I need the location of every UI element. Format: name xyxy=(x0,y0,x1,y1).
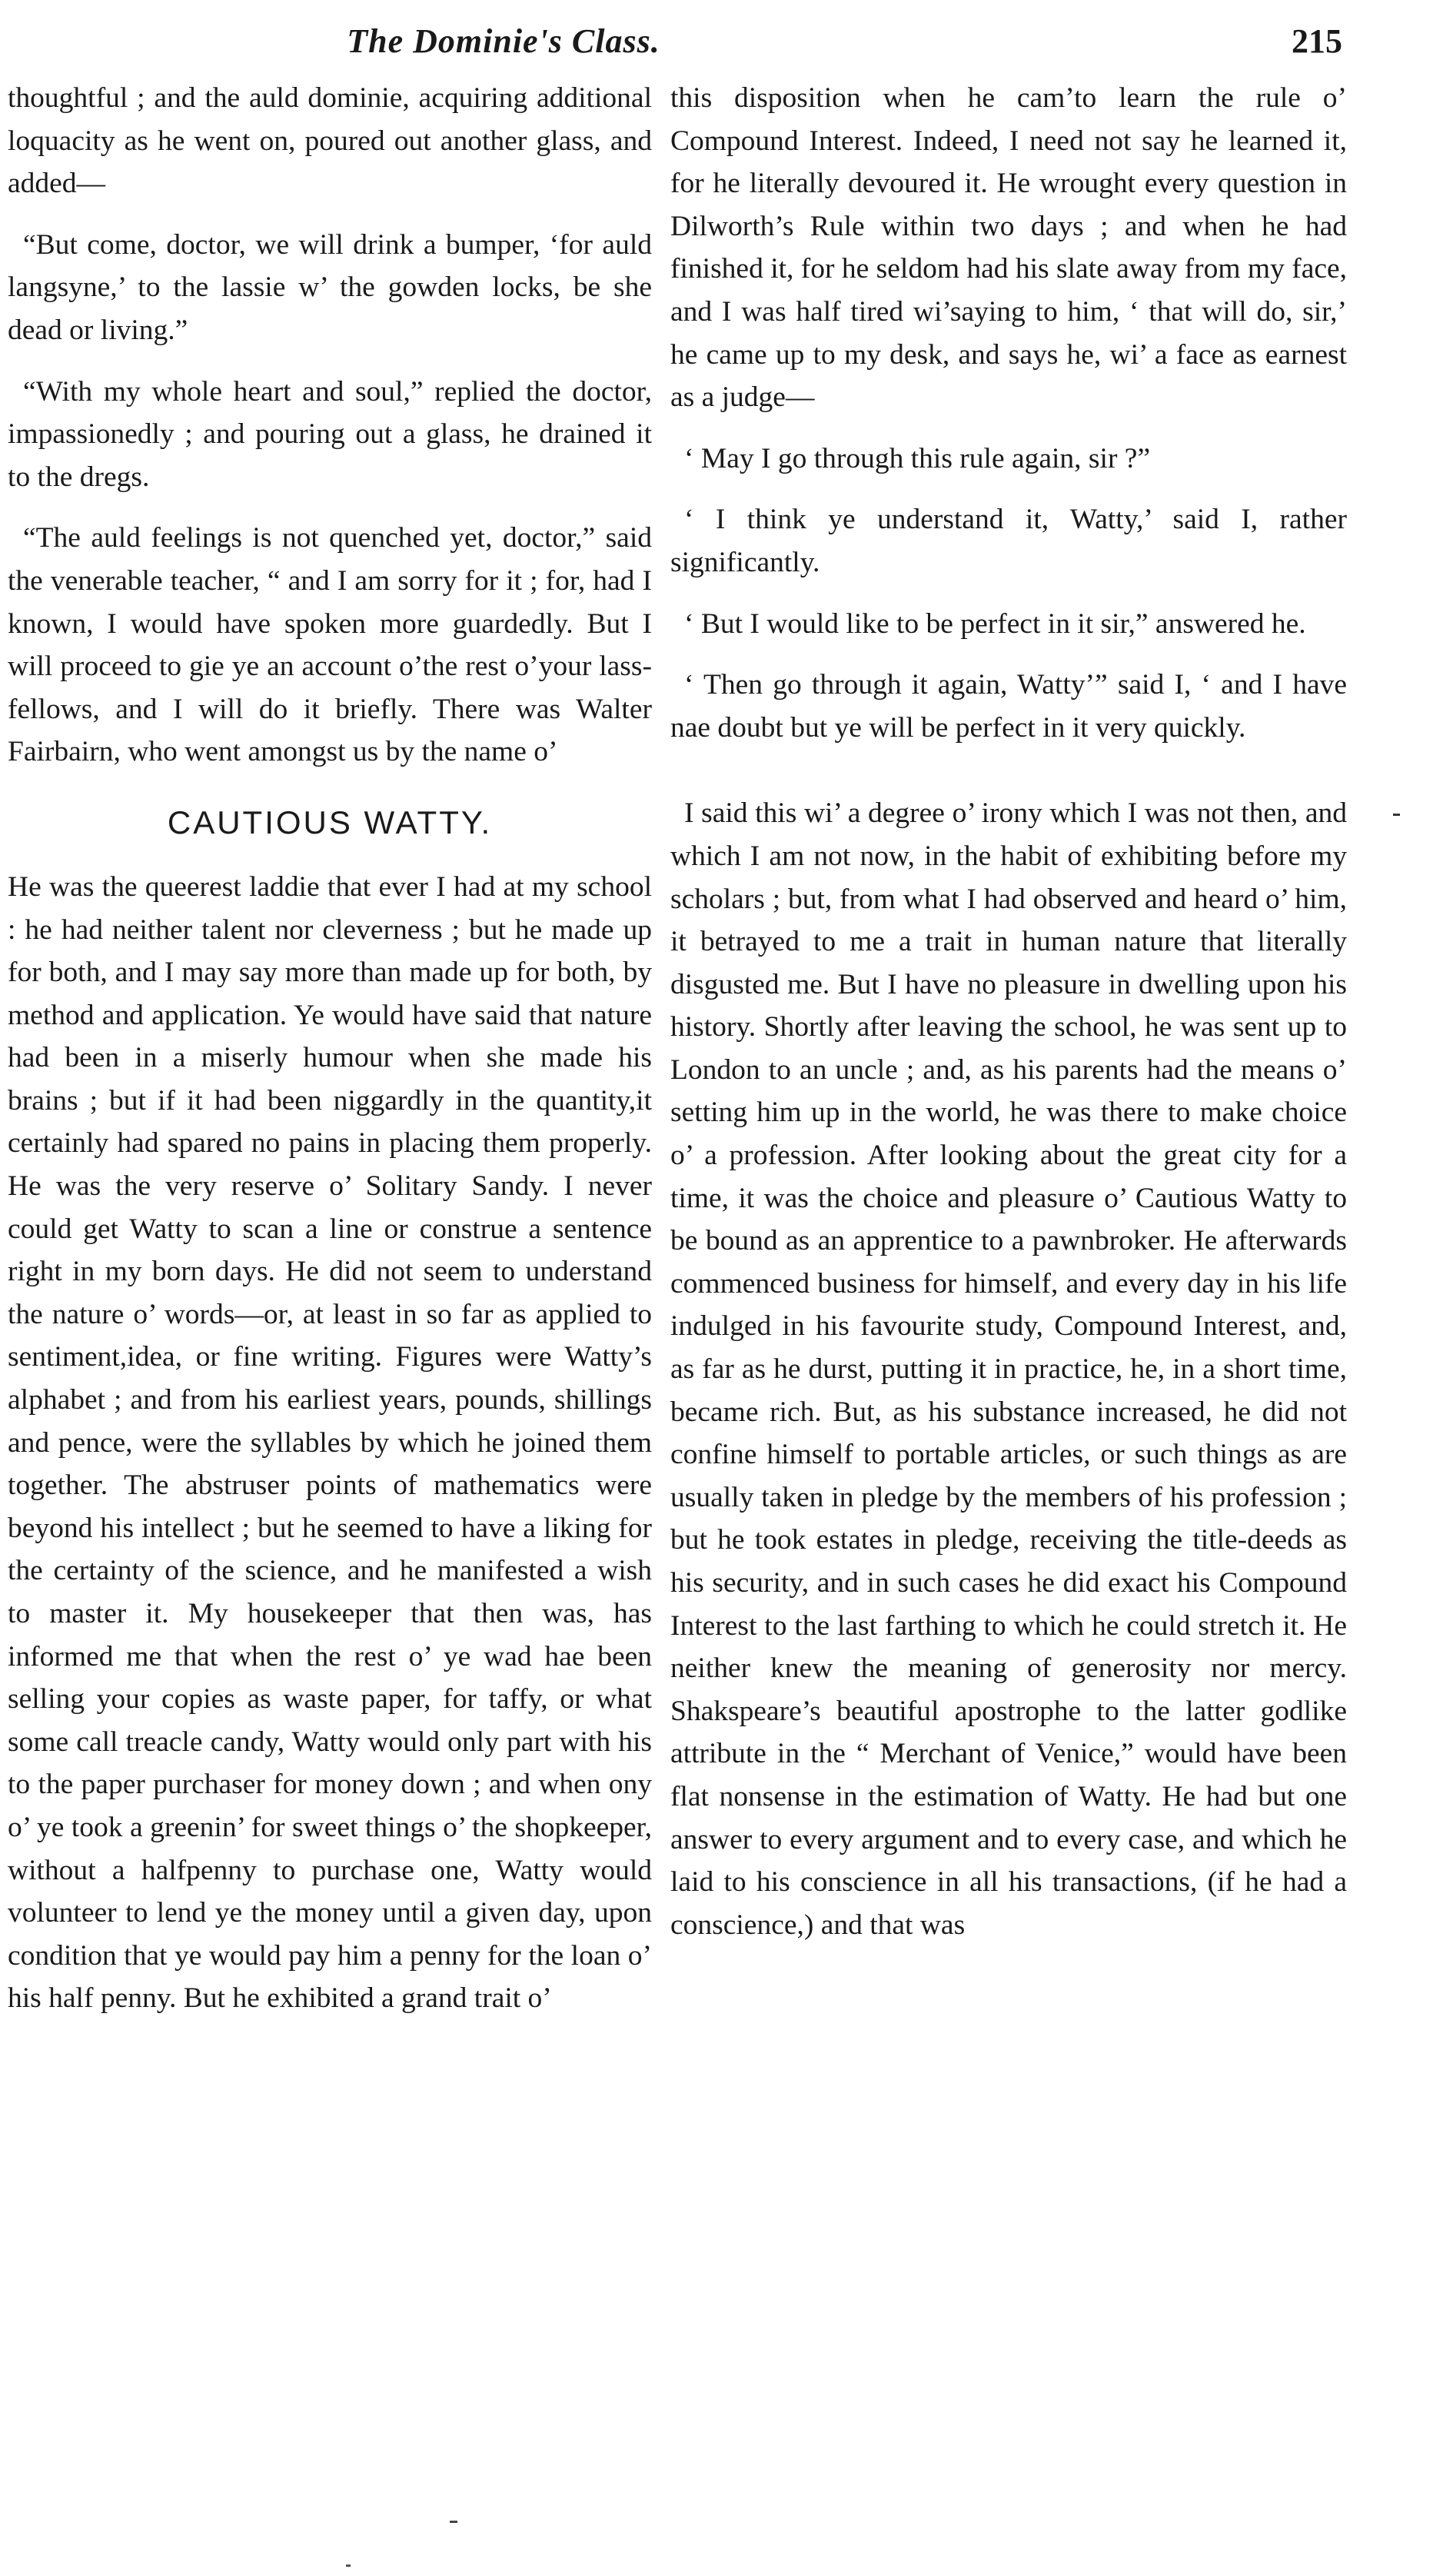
paragraph: ‘ May I go through this rule again, sir ?” xyxy=(684,442,1151,474)
paragraph: “The auld feelings is not quenched yet, doctor,” said the venerable teacher, “ and I am sorry for it ; for, had I known, I would have spoken more guardedly. But I will proceed to gie ye an account o’the rest o’your lass-fellows, and I will do it briefly. There was Walter Fairbairn, who went amongst us by the name o’ xyxy=(8,522,652,768)
paragraph: thoughtful ; and the auld dominie, acquiring additional loquacity as he went on, poured out another glass, and added— xyxy=(8,82,652,200)
right-column xyxy=(670,77,1347,1946)
paragraph: I said this wi’ a degree o’ irony which I was not then, and which I am not now, in the habit of exhibiting before my scholars ; but, from what I had observed and heard o’ him, it betrayed to me a trait in human nature that literally disgusted me. But I have no pleasure in dwelling upon his history. Shortly after leaving the school, he was sent up to London to an uncle ; and, as his parents had the means o’ setting him up in the world, he was there to make choice o’ a profession. After looking about the great city for a time, it was the choice and pleasure o’ Cautious Watty to be bound as an apprentice to a pawnbroker. He afterwards commenced business for himself, and every day in his life indulged in his favourite study, Compound Interest, and, as far as he durst, putting it in practice, he, in a short time, became rich. But, as his substance increased, he did not confine himself to portable articles, or such things as are usually taken in pledge by the members of his profession ; but he took estates in pledge, receiving the title-deeds as his security, and in such cases he did exact his Compound Interest to the last farthing to which he could stretch it. He neither knew the meaning of generosity nor mercy. Shakspeare’s beautiful apostrophe to the latter godlike attribute in the “ Merchant of Venice,” would have been flat nonsense in the estimation of Watty. He had but one answer to every argument and to every case, and which he laid to his conscience in all his transactions, (if he had a conscience,) and that was xyxy=(670,797,1347,1941)
paragraph: ‘ But I would like to be perfect in it sir,” answered he. xyxy=(684,607,1306,640)
paragraph: this disposition when he cam’to learn the rule o’ Compound Interest. Indeed, I need not say he learned it, for he literally devoured it. He wrought every question in Dilworth’s Rule within two days ; and when he had finished it, for he seldom had his slate away from my face, and I was half tired wi’saying to him, ‘ that will do, sir,’ he came up to my desk, and says he, wi’ a face as earnest as a judge— xyxy=(670,82,1347,414)
left-column xyxy=(8,77,652,2020)
paragraph: “With my whole heart and soul,” replied the doctor, impassionedly ; and pouring out a glass, he drained it to the dregs. xyxy=(8,375,652,493)
page-number: 215 xyxy=(1292,22,1342,60)
running-title: The Dominie's Class. xyxy=(347,22,660,60)
print-mark xyxy=(1393,814,1400,816)
print-mark xyxy=(450,2521,457,2523)
print-mark xyxy=(346,2564,351,2567)
page-header xyxy=(0,22,1433,68)
paragraph: ‘ Then go through it again, Watty’” said I, ‘ and I have nae doubt but ye will be perfect in it very quickly. xyxy=(670,669,1347,744)
paragraph: He was the queerest laddie that ever I had at my school : he had neither talent nor cleverness ; but he made up for both, and I may say more than made up for both, by method and application. Ye would have said that nature had been in a miserly humour when she made his brains ; but if it had been niggardly in the quantity,it certainly had spared no pains in placing them properly. He was the very reserve o’ Solitary Sandy. I never could get Watty to scan a line or construe a sentence right in my born days. He did not seem to understand the nature o’ words—or, at least in so far as applied to sentiment,idea, or fine writing. Figures were Watty’s alphabet ; and from his earliest years, pounds, shillings and pence, were the syllables by which he joined them together. The abstruser points of mathematics were beyond his intellect ; but he seemed to have a liking for the certainty of the science, and he manifested a wish to master it. My housekeeper that then was, has informed me that when the rest o’ ye wad hae been selling your copies as waste paper, for taffy, or what some call treacle candy, Watty would only part with his to the paper purchaser for money down ; and when ony o’ ye took a greenin’ for sweet things o’ the shopkeeper, without a halfpenny to purchase one, Watty would volunteer to lend ye the money until a given day, upon condition that ye would pay him a penny for the loan o’ his half penny. But he exhibited a grand trait o’ xyxy=(8,870,652,2015)
paragraph: “But come, doctor, we will drink a bumper, ‘for auld langsyne,’ to the lassie w’ the gowden locks, be she dead or living.” xyxy=(8,228,652,346)
paragraph: ‘ I think ye understand it, Watty,’ said I, rather significantly. xyxy=(670,504,1347,578)
section-heading: CAUTIOUS WATTY. xyxy=(167,804,493,840)
